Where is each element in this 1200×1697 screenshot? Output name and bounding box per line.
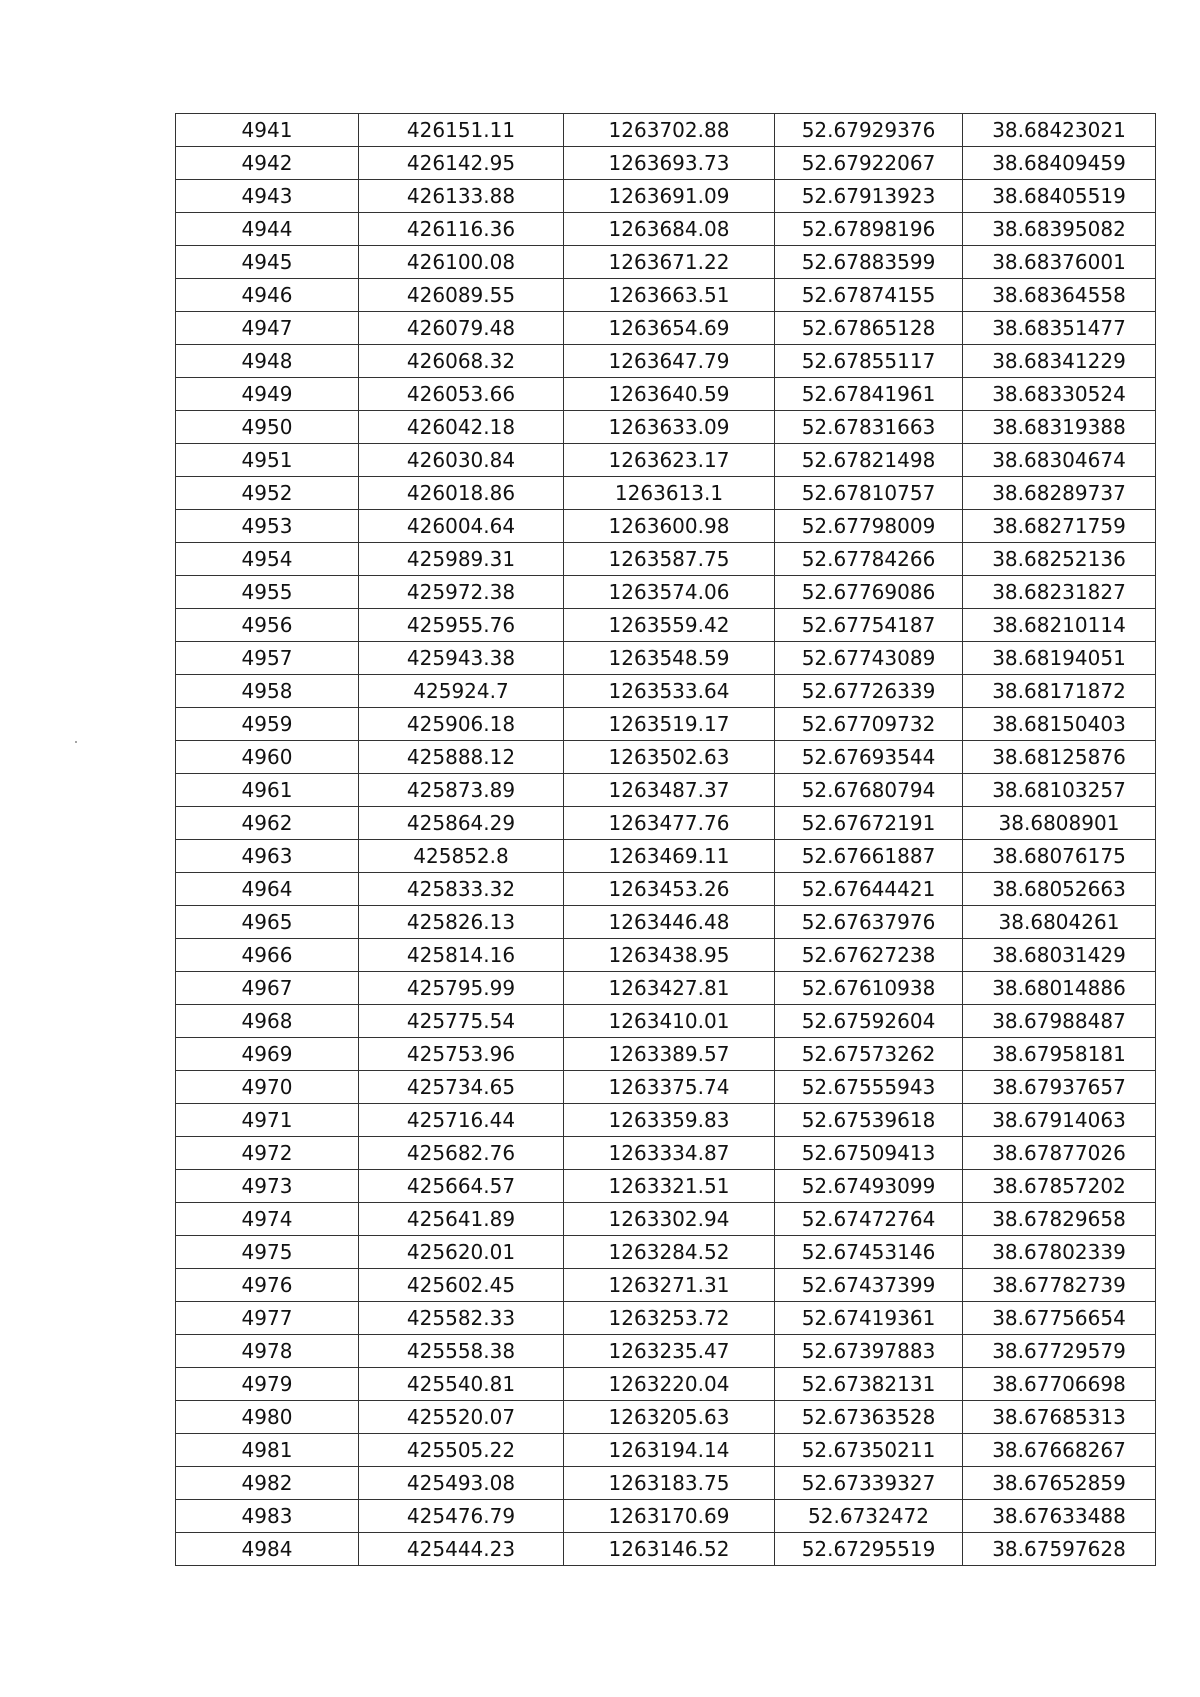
latitude-cell: 52.67555943	[775, 1071, 963, 1104]
latitude-cell: 52.67784266	[775, 543, 963, 576]
x-coordinate-cell: 425873.89	[359, 774, 564, 807]
point-number-cell: 4974	[176, 1203, 359, 1236]
latitude-cell: 52.67573262	[775, 1038, 963, 1071]
y-coordinate-cell: 1263684.08	[564, 213, 775, 246]
latitude-cell: 52.67883599	[775, 246, 963, 279]
latitude-cell: 52.67472764	[775, 1203, 963, 1236]
longitude-cell: 38.67958181	[963, 1038, 1156, 1071]
x-coordinate-cell: 425476.79	[359, 1500, 564, 1533]
longitude-cell: 38.68405519	[963, 180, 1156, 213]
longitude-cell: 38.68125876	[963, 741, 1156, 774]
y-coordinate-cell: 1263587.75	[564, 543, 775, 576]
y-coordinate-cell: 1263477.76	[564, 807, 775, 840]
table-row	[176, 1236, 1156, 1269]
latitude-cell: 52.67810757	[775, 477, 963, 510]
x-coordinate-cell: 426018.86	[359, 477, 564, 510]
point-number-cell: 4983	[176, 1500, 359, 1533]
latitude-cell: 52.67437399	[775, 1269, 963, 1302]
point-number-cell: 4968	[176, 1005, 359, 1038]
y-coordinate-cell: 1263559.42	[564, 609, 775, 642]
longitude-cell: 38.67877026	[963, 1137, 1156, 1170]
latitude-cell: 52.67680794	[775, 774, 963, 807]
point-number-cell: 4972	[176, 1137, 359, 1170]
table-row	[176, 1302, 1156, 1335]
point-number-cell: 4973	[176, 1170, 359, 1203]
point-number-cell: 4960	[176, 741, 359, 774]
table-row	[176, 543, 1156, 576]
y-coordinate-cell: 1263519.17	[564, 708, 775, 741]
table-row	[176, 774, 1156, 807]
longitude-cell: 38.67706698	[963, 1368, 1156, 1401]
point-number-cell: 4963	[176, 840, 359, 873]
table-row	[176, 1005, 1156, 1038]
scan-speck	[75, 741, 77, 743]
x-coordinate-cell: 425734.65	[359, 1071, 564, 1104]
y-coordinate-cell: 1263702.88	[564, 114, 775, 147]
x-coordinate-cell: 425716.44	[359, 1104, 564, 1137]
point-number-cell: 4982	[176, 1467, 359, 1500]
table-row	[176, 1500, 1156, 1533]
longitude-cell: 38.67729579	[963, 1335, 1156, 1368]
table-row	[176, 873, 1156, 906]
longitude-cell: 38.68341229	[963, 345, 1156, 378]
latitude-cell: 52.67855117	[775, 345, 963, 378]
point-number-cell: 4984	[176, 1533, 359, 1566]
longitude-cell: 38.6808901	[963, 807, 1156, 840]
y-coordinate-cell: 1263640.59	[564, 378, 775, 411]
point-number-cell: 4957	[176, 642, 359, 675]
longitude-cell: 38.68031429	[963, 939, 1156, 972]
point-number-cell: 4943	[176, 180, 359, 213]
table-row	[176, 1368, 1156, 1401]
latitude-cell: 52.67913923	[775, 180, 963, 213]
point-number-cell: 4975	[176, 1236, 359, 1269]
x-coordinate-cell: 426042.18	[359, 411, 564, 444]
point-number-cell: 4961	[176, 774, 359, 807]
y-coordinate-cell: 1263693.73	[564, 147, 775, 180]
table-row	[176, 1203, 1156, 1236]
x-coordinate-cell: 425540.81	[359, 1368, 564, 1401]
latitude-cell: 52.67493099	[775, 1170, 963, 1203]
latitude-cell: 52.67798009	[775, 510, 963, 543]
x-coordinate-cell: 425641.89	[359, 1203, 564, 1236]
y-coordinate-cell: 1263502.63	[564, 741, 775, 774]
y-coordinate-cell: 1263359.83	[564, 1104, 775, 1137]
longitude-cell: 38.68364558	[963, 279, 1156, 312]
latitude-cell: 52.67874155	[775, 279, 963, 312]
point-number-cell: 4977	[176, 1302, 359, 1335]
point-number-cell: 4976	[176, 1269, 359, 1302]
x-coordinate-cell: 425864.29	[359, 807, 564, 840]
point-number-cell: 4947	[176, 312, 359, 345]
table-row	[176, 114, 1156, 147]
y-coordinate-cell: 1263654.69	[564, 312, 775, 345]
latitude-cell: 52.67929376	[775, 114, 963, 147]
latitude-cell: 52.67821498	[775, 444, 963, 477]
x-coordinate-cell: 425753.96	[359, 1038, 564, 1071]
latitude-cell: 52.67672191	[775, 807, 963, 840]
table-row	[176, 1104, 1156, 1137]
table-row	[176, 1137, 1156, 1170]
table-row	[176, 1071, 1156, 1104]
longitude-cell: 38.68252136	[963, 543, 1156, 576]
x-coordinate-cell: 426142.95	[359, 147, 564, 180]
latitude-cell: 52.67661887	[775, 840, 963, 873]
y-coordinate-cell: 1263647.79	[564, 345, 775, 378]
latitude-cell: 52.67769086	[775, 576, 963, 609]
y-coordinate-cell: 1263533.64	[564, 675, 775, 708]
latitude-cell: 52.67644421	[775, 873, 963, 906]
latitude-cell: 52.6732472	[775, 1500, 963, 1533]
latitude-cell: 52.67627238	[775, 939, 963, 972]
y-coordinate-cell: 1263334.87	[564, 1137, 775, 1170]
y-coordinate-cell: 1263410.01	[564, 1005, 775, 1038]
latitude-cell: 52.67539618	[775, 1104, 963, 1137]
x-coordinate-cell: 426030.84	[359, 444, 564, 477]
table-row	[176, 675, 1156, 708]
table-row	[176, 1170, 1156, 1203]
longitude-cell: 38.68395082	[963, 213, 1156, 246]
table-row	[176, 840, 1156, 873]
point-number-cell: 4946	[176, 279, 359, 312]
table-row	[176, 279, 1156, 312]
x-coordinate-cell: 425520.07	[359, 1401, 564, 1434]
x-coordinate-cell: 425906.18	[359, 708, 564, 741]
y-coordinate-cell: 1263633.09	[564, 411, 775, 444]
y-coordinate-cell: 1263548.59	[564, 642, 775, 675]
latitude-cell: 52.67610938	[775, 972, 963, 1005]
table-row	[176, 1335, 1156, 1368]
latitude-cell: 52.67592604	[775, 1005, 963, 1038]
table-row	[176, 1038, 1156, 1071]
table-row	[176, 213, 1156, 246]
latitude-cell: 52.67898196	[775, 213, 963, 246]
point-number-cell: 4971	[176, 1104, 359, 1137]
x-coordinate-cell: 425664.57	[359, 1170, 564, 1203]
latitude-cell: 52.67831663	[775, 411, 963, 444]
table-body	[176, 114, 1156, 1566]
y-coordinate-cell: 1263194.14	[564, 1434, 775, 1467]
table-row	[176, 576, 1156, 609]
table-row	[176, 1467, 1156, 1500]
x-coordinate-cell: 425505.22	[359, 1434, 564, 1467]
longitude-cell: 38.67597628	[963, 1533, 1156, 1566]
point-number-cell: 4979	[176, 1368, 359, 1401]
point-number-cell: 4964	[176, 873, 359, 906]
latitude-cell: 52.67453146	[775, 1236, 963, 1269]
table-row	[176, 510, 1156, 543]
y-coordinate-cell: 1263427.81	[564, 972, 775, 1005]
latitude-cell: 52.67726339	[775, 675, 963, 708]
y-coordinate-cell: 1263671.22	[564, 246, 775, 279]
y-coordinate-cell: 1263389.57	[564, 1038, 775, 1071]
y-coordinate-cell: 1263205.63	[564, 1401, 775, 1434]
longitude-cell: 38.68014886	[963, 972, 1156, 1005]
latitude-cell: 52.67363528	[775, 1401, 963, 1434]
x-coordinate-cell: 425833.32	[359, 873, 564, 906]
x-coordinate-cell: 426100.08	[359, 246, 564, 279]
latitude-cell: 52.67743089	[775, 642, 963, 675]
longitude-cell: 38.67988487	[963, 1005, 1156, 1038]
x-coordinate-cell: 425943.38	[359, 642, 564, 675]
x-coordinate-cell: 426089.55	[359, 279, 564, 312]
table-row	[176, 1269, 1156, 1302]
x-coordinate-cell: 425775.54	[359, 1005, 564, 1038]
y-coordinate-cell: 1263271.31	[564, 1269, 775, 1302]
table-row	[176, 246, 1156, 279]
x-coordinate-cell: 426133.88	[359, 180, 564, 213]
latitude-cell: 52.67397883	[775, 1335, 963, 1368]
longitude-cell: 38.68271759	[963, 510, 1156, 543]
y-coordinate-cell: 1263321.51	[564, 1170, 775, 1203]
y-coordinate-cell: 1263375.74	[564, 1071, 775, 1104]
y-coordinate-cell: 1263235.47	[564, 1335, 775, 1368]
longitude-cell: 38.68194051	[963, 642, 1156, 675]
x-coordinate-cell: 425558.38	[359, 1335, 564, 1368]
table-row	[176, 642, 1156, 675]
point-number-cell: 4950	[176, 411, 359, 444]
x-coordinate-cell: 426116.36	[359, 213, 564, 246]
point-number-cell: 4978	[176, 1335, 359, 1368]
x-coordinate-cell: 425852.8	[359, 840, 564, 873]
y-coordinate-cell: 1263691.09	[564, 180, 775, 213]
longitude-cell: 38.68319388	[963, 411, 1156, 444]
latitude-cell: 52.67295519	[775, 1533, 963, 1566]
latitude-cell: 52.67922067	[775, 147, 963, 180]
longitude-cell: 38.67756654	[963, 1302, 1156, 1335]
x-coordinate-cell: 425620.01	[359, 1236, 564, 1269]
table-row	[176, 609, 1156, 642]
y-coordinate-cell: 1263663.51	[564, 279, 775, 312]
latitude-cell: 52.67382131	[775, 1368, 963, 1401]
longitude-cell: 38.67857202	[963, 1170, 1156, 1203]
table-row	[176, 444, 1156, 477]
table-row	[176, 972, 1156, 1005]
x-coordinate-cell: 425955.76	[359, 609, 564, 642]
point-number-cell: 4970	[176, 1071, 359, 1104]
table-row	[176, 741, 1156, 774]
y-coordinate-cell: 1263613.1	[564, 477, 775, 510]
x-coordinate-cell: 425602.45	[359, 1269, 564, 1302]
point-number-cell: 4948	[176, 345, 359, 378]
latitude-cell: 52.67841961	[775, 378, 963, 411]
y-coordinate-cell: 1263453.26	[564, 873, 775, 906]
longitude-cell: 38.68289737	[963, 477, 1156, 510]
x-coordinate-cell: 425826.13	[359, 906, 564, 939]
y-coordinate-cell: 1263253.72	[564, 1302, 775, 1335]
longitude-cell: 38.6804261	[963, 906, 1156, 939]
y-coordinate-cell: 1263146.52	[564, 1533, 775, 1566]
longitude-cell: 38.68103257	[963, 774, 1156, 807]
longitude-cell: 38.67802339	[963, 1236, 1156, 1269]
longitude-cell: 38.68304674	[963, 444, 1156, 477]
y-coordinate-cell: 1263183.75	[564, 1467, 775, 1500]
y-coordinate-cell: 1263487.37	[564, 774, 775, 807]
y-coordinate-cell: 1263438.95	[564, 939, 775, 972]
table-row	[176, 180, 1156, 213]
longitude-cell: 38.68052663	[963, 873, 1156, 906]
table-row	[176, 1434, 1156, 1467]
x-coordinate-cell: 425444.23	[359, 1533, 564, 1566]
point-number-cell: 4958	[176, 675, 359, 708]
point-number-cell: 4959	[176, 708, 359, 741]
x-coordinate-cell: 425795.99	[359, 972, 564, 1005]
x-coordinate-cell: 425972.38	[359, 576, 564, 609]
point-number-cell: 4949	[176, 378, 359, 411]
latitude-cell: 52.67350211	[775, 1434, 963, 1467]
table-row	[176, 939, 1156, 972]
table-row	[176, 312, 1156, 345]
table-row	[176, 345, 1156, 378]
x-coordinate-cell: 425989.31	[359, 543, 564, 576]
longitude-cell: 38.68376001	[963, 246, 1156, 279]
y-coordinate-cell: 1263220.04	[564, 1368, 775, 1401]
point-number-cell: 4981	[176, 1434, 359, 1467]
point-number-cell: 4945	[176, 246, 359, 279]
y-coordinate-cell: 1263302.94	[564, 1203, 775, 1236]
latitude-cell: 52.67709732	[775, 708, 963, 741]
longitude-cell: 38.67914063	[963, 1104, 1156, 1137]
latitude-cell: 52.67509413	[775, 1137, 963, 1170]
point-number-cell: 4952	[176, 477, 359, 510]
point-number-cell: 4969	[176, 1038, 359, 1071]
coordinates-table	[175, 113, 1156, 1566]
y-coordinate-cell: 1263574.06	[564, 576, 775, 609]
table-row	[176, 1401, 1156, 1434]
point-number-cell: 4967	[176, 972, 359, 1005]
table-row	[176, 708, 1156, 741]
longitude-cell: 38.68076175	[963, 840, 1156, 873]
x-coordinate-cell: 426068.32	[359, 345, 564, 378]
longitude-cell: 38.67652859	[963, 1467, 1156, 1500]
table-row	[176, 1533, 1156, 1566]
longitude-cell: 38.67782739	[963, 1269, 1156, 1302]
latitude-cell: 52.67637976	[775, 906, 963, 939]
x-coordinate-cell: 425682.76	[359, 1137, 564, 1170]
longitude-cell: 38.67633488	[963, 1500, 1156, 1533]
point-number-cell: 4966	[176, 939, 359, 972]
point-number-cell: 4951	[176, 444, 359, 477]
x-coordinate-cell: 425582.33	[359, 1302, 564, 1335]
longitude-cell: 38.67829658	[963, 1203, 1156, 1236]
point-number-cell: 4953	[176, 510, 359, 543]
y-coordinate-cell: 1263623.17	[564, 444, 775, 477]
longitude-cell: 38.68150403	[963, 708, 1156, 741]
y-coordinate-cell: 1263600.98	[564, 510, 775, 543]
x-coordinate-cell: 425493.08	[359, 1467, 564, 1500]
latitude-cell: 52.67865128	[775, 312, 963, 345]
longitude-cell: 38.68171872	[963, 675, 1156, 708]
table-row	[176, 411, 1156, 444]
longitude-cell: 38.68231827	[963, 576, 1156, 609]
table-row	[176, 147, 1156, 180]
point-number-cell: 4942	[176, 147, 359, 180]
x-coordinate-cell: 426151.11	[359, 114, 564, 147]
longitude-cell: 38.68409459	[963, 147, 1156, 180]
longitude-cell: 38.68210114	[963, 609, 1156, 642]
point-number-cell: 4944	[176, 213, 359, 246]
x-coordinate-cell: 425924.7	[359, 675, 564, 708]
longitude-cell: 38.67685313	[963, 1401, 1156, 1434]
point-number-cell: 4980	[176, 1401, 359, 1434]
longitude-cell: 38.67937657	[963, 1071, 1156, 1104]
latitude-cell: 52.67339327	[775, 1467, 963, 1500]
point-number-cell: 4956	[176, 609, 359, 642]
latitude-cell: 52.67754187	[775, 609, 963, 642]
point-number-cell: 4962	[176, 807, 359, 840]
longitude-cell: 38.68351477	[963, 312, 1156, 345]
x-coordinate-cell: 426079.48	[359, 312, 564, 345]
point-number-cell: 4954	[176, 543, 359, 576]
point-number-cell: 4955	[176, 576, 359, 609]
table-row	[176, 906, 1156, 939]
x-coordinate-cell: 425814.16	[359, 939, 564, 972]
point-number-cell: 4941	[176, 114, 359, 147]
y-coordinate-cell: 1263469.11	[564, 840, 775, 873]
x-coordinate-cell: 426053.66	[359, 378, 564, 411]
longitude-cell: 38.68423021	[963, 114, 1156, 147]
x-coordinate-cell: 425888.12	[359, 741, 564, 774]
table-row	[176, 807, 1156, 840]
latitude-cell: 52.67693544	[775, 741, 963, 774]
y-coordinate-cell: 1263446.48	[564, 906, 775, 939]
table-row	[176, 378, 1156, 411]
latitude-cell: 52.67419361	[775, 1302, 963, 1335]
longitude-cell: 38.68330524	[963, 378, 1156, 411]
longitude-cell: 38.67668267	[963, 1434, 1156, 1467]
table-row	[176, 477, 1156, 510]
y-coordinate-cell: 1263170.69	[564, 1500, 775, 1533]
point-number-cell: 4965	[176, 906, 359, 939]
y-coordinate-cell: 1263284.52	[564, 1236, 775, 1269]
x-coordinate-cell: 426004.64	[359, 510, 564, 543]
